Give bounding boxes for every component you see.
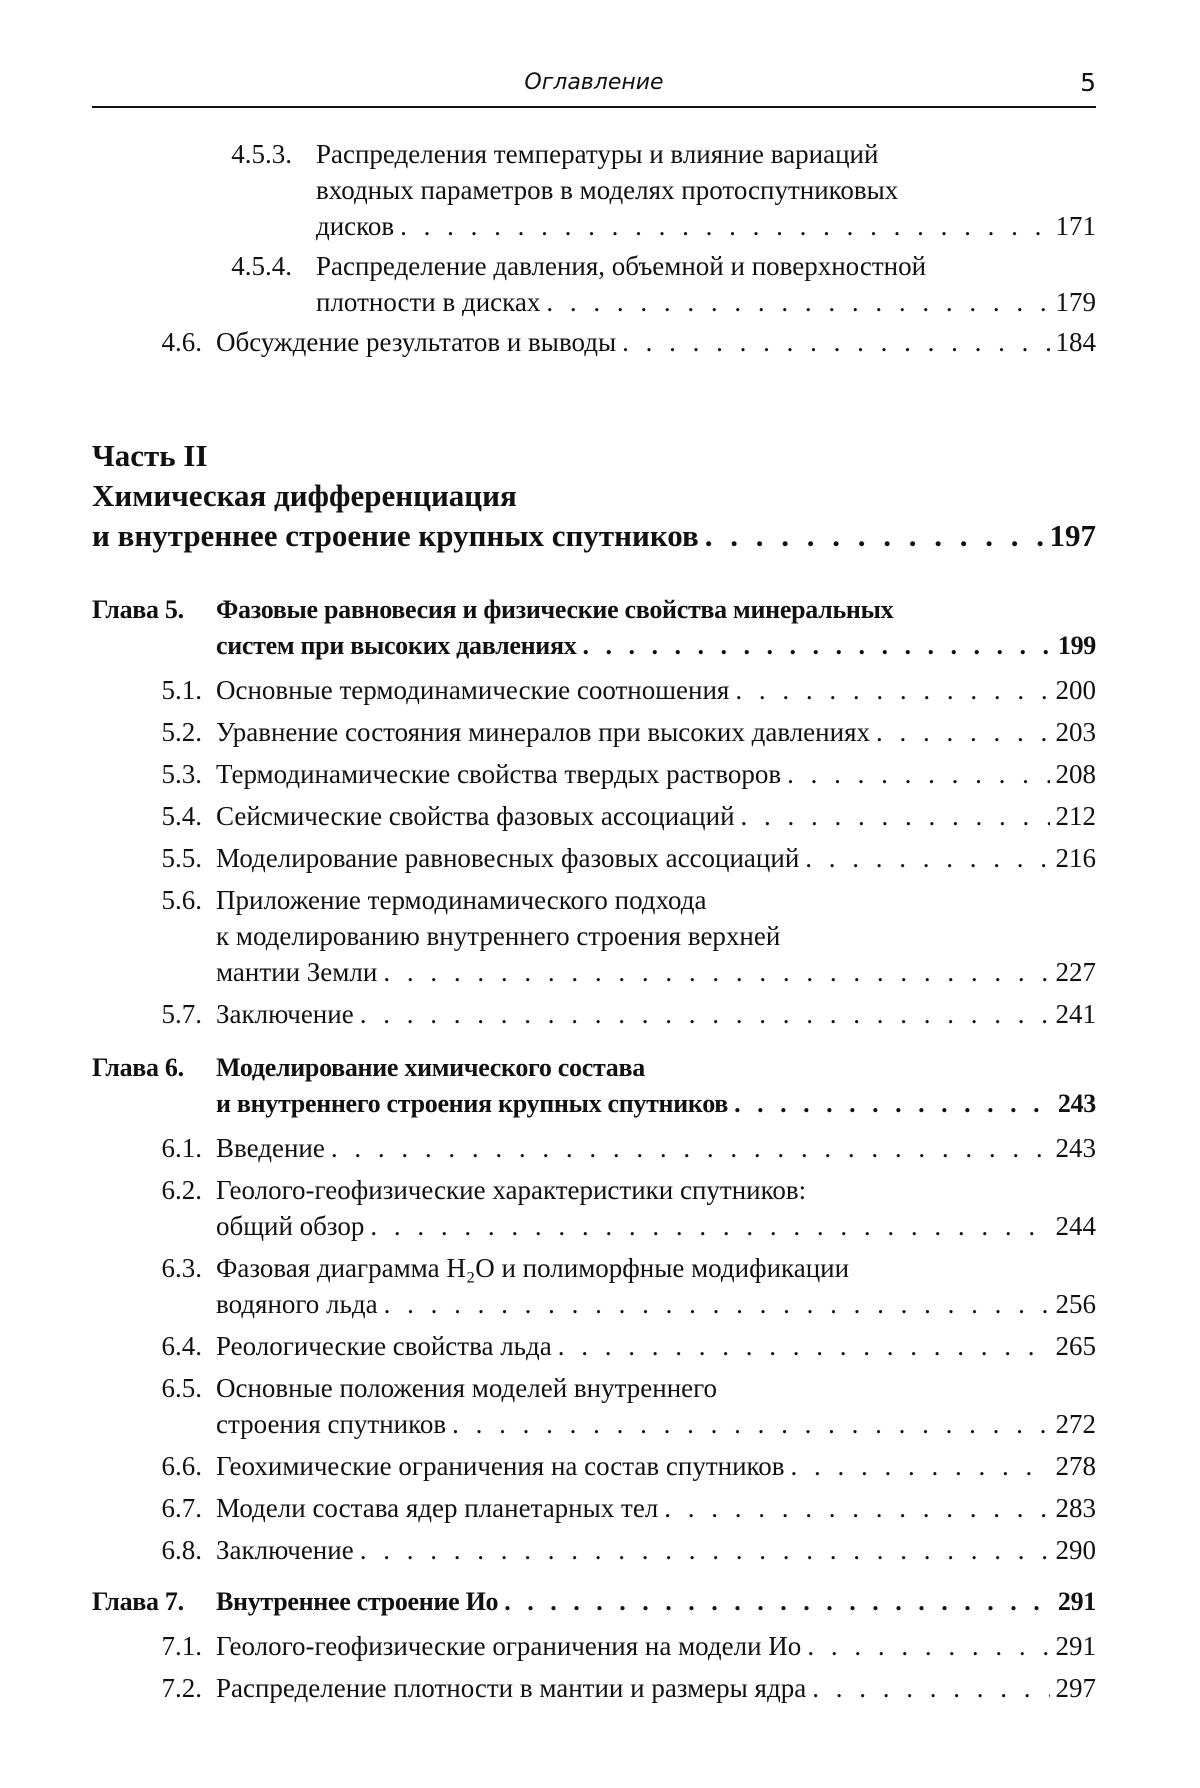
- entry-number: 5.6.: [161, 885, 202, 915]
- chapter-page-number: 243: [1057, 1089, 1096, 1118]
- entry-page-number: 291: [1055, 1631, 1096, 1661]
- entry-title-line: Заключение: [216, 999, 354, 1029]
- toc-entry-5-2[interactable]: [120, 714, 1096, 750]
- entry-page-number: 241: [1055, 999, 1096, 1029]
- part-title-line: и внутреннее строение крупных спутников: [92, 518, 699, 553]
- dot-leader: [805, 840, 1049, 876]
- toc-chapter-5[interactable]: [92, 592, 1096, 666]
- toc-entry-7-2[interactable]: [120, 1670, 1096, 1706]
- entry-title-line: Геолого-геофизические ограничения на модели Ио: [216, 1631, 802, 1661]
- chapter-title-line: Внутреннее строение Ио: [216, 1587, 499, 1616]
- toc-entry-6-7[interactable]: [120, 1490, 1096, 1526]
- entry-title-line: к моделированию внутреннего строения верхней: [216, 921, 781, 951]
- entry-page-number: 200: [1055, 675, 1096, 705]
- part-page-number: 197: [1049, 518, 1096, 553]
- toc-entry-5-5[interactable]: [120, 840, 1096, 876]
- toc-entry-6-1[interactable]: [120, 1130, 1096, 1166]
- entry-page-number: 244: [1055, 1211, 1096, 1241]
- entry-number: 5.7.: [161, 999, 202, 1029]
- entry-page-number: 216: [1055, 843, 1096, 873]
- entry-title-line: Заключение: [216, 1535, 354, 1565]
- entry-page-number: 203: [1055, 717, 1096, 747]
- entry-title-line: Уравнение состояния минералов при высоких давлениях: [216, 717, 870, 747]
- toc-entry-4-5-4[interactable]: [210, 248, 1096, 320]
- entry-number: 6.6.: [161, 1451, 202, 1481]
- dot-leader: [876, 714, 1050, 750]
- entry-title-line: Обсуждение результатов и выводы: [216, 327, 617, 357]
- dot-leader: [370, 1208, 1049, 1244]
- toc-entry-6-6[interactable]: [120, 1448, 1096, 1484]
- entry-page-number: 265: [1055, 1331, 1096, 1361]
- entry-title-line: водяного льда: [216, 1289, 378, 1319]
- running-header: [92, 66, 1096, 108]
- entry-page-number: 272: [1055, 1409, 1096, 1439]
- entry-title-line: плотности в дисках: [316, 287, 541, 317]
- dot-leader: [705, 516, 1044, 556]
- entry-title-line: Фазовая диаграмма H₂O и полиморфные модификации: [216, 1253, 850, 1283]
- dot-leader: [383, 954, 1049, 990]
- entry-page-number: 212: [1055, 801, 1096, 831]
- chapter-title-line: систем при высоких давлениях: [216, 631, 577, 660]
- toc-entry-5-3[interactable]: [120, 756, 1096, 792]
- entry-number: 7.1.: [161, 1631, 202, 1661]
- toc-chapter-7[interactable]: [92, 1584, 1096, 1620]
- entry-number: 6.8.: [161, 1535, 202, 1565]
- entry-title-line: строения спутников: [216, 1409, 447, 1439]
- entry-title-line: Распределение давления, объемной и поверхностной: [316, 251, 927, 281]
- dot-leader: [622, 324, 1049, 360]
- entry-title-line: дисков: [316, 211, 395, 241]
- entry-title-line: Распределение плотности в мантии и размеры ядра: [216, 1673, 807, 1703]
- entry-title-line: Введение: [216, 1133, 325, 1163]
- entry-page-number: 227: [1055, 957, 1096, 987]
- chapter-title-line: и внутреннего строения крупных спутников: [216, 1089, 729, 1118]
- chapter-number: Глава 5.: [92, 595, 184, 624]
- dot-leader: [807, 1628, 1049, 1664]
- part-title-line: Химическая дифференциация: [92, 478, 517, 513]
- entry-number: 7.2.: [161, 1673, 202, 1703]
- entry-title-line: Основные термодинамические соотношения: [216, 675, 730, 705]
- entry-page-number: 171: [1055, 211, 1096, 241]
- toc-entry-5-7[interactable]: [120, 996, 1096, 1032]
- entry-number: 5.5.: [161, 843, 202, 873]
- dot-leader: [558, 1328, 1050, 1364]
- entry-page-number: 243: [1055, 1133, 1096, 1163]
- entry-number: 5.1.: [161, 675, 202, 705]
- entry-title-line: Геохимические ограничения на состав спутников: [216, 1451, 785, 1481]
- entry-number: 6.2.: [161, 1175, 202, 1205]
- dot-leader: [360, 996, 1050, 1032]
- toc-entry-5-4[interactable]: [120, 798, 1096, 834]
- entry-page-number: 290: [1055, 1535, 1096, 1565]
- entry-title-line: Моделирование равновесных фазовых ассоциаций: [216, 843, 800, 873]
- entry-number: 6.1.: [161, 1133, 202, 1163]
- dot-leader: [331, 1130, 1050, 1166]
- entry-title-line: Термодинамические свойства твердых растворов: [216, 759, 782, 789]
- entry-page-number: 283: [1055, 1493, 1096, 1523]
- part-label: Часть II: [92, 438, 208, 473]
- entry-title-line: Модели состава ядер планетарных тел: [216, 1493, 659, 1523]
- entry-title-line: входных параметров в моделях протоспутниковых: [316, 175, 899, 205]
- entry-number: 5.3.: [161, 759, 202, 789]
- header-title: Оглавление: [524, 70, 664, 95]
- dot-leader: [546, 284, 1049, 320]
- entry-page-number: 278: [1055, 1451, 1096, 1481]
- dot-leader: [735, 672, 1049, 708]
- entry-number: 5.2.: [161, 717, 202, 747]
- entry-page-number: 184: [1055, 327, 1096, 357]
- toc-entry-6-4[interactable]: [120, 1328, 1096, 1364]
- entry-number: 6.3.: [161, 1253, 202, 1283]
- entry-number: 5.4.: [161, 801, 202, 831]
- entry-title-line: Геолого-геофизические характеристики спутников:: [216, 1175, 807, 1205]
- chapter-title-line: Фазовые равновесия и физические свойства минеральных: [216, 595, 894, 624]
- entry-number: 4.6.: [161, 327, 202, 357]
- dot-leader: [664, 1490, 1049, 1526]
- chapter-number: Глава 7.: [92, 1587, 184, 1616]
- entry-number: 6.4.: [161, 1331, 202, 1361]
- chapter-page-number: 199: [1057, 631, 1096, 660]
- entry-number: 6.7.: [161, 1493, 202, 1523]
- header-page-number: 5: [1080, 68, 1096, 97]
- chapter-number: Глава 6.: [92, 1053, 184, 1082]
- toc-entry-6-8[interactable]: [120, 1532, 1096, 1568]
- entry-number: 4.5.3.: [231, 139, 292, 169]
- toc-entry-6-3[interactable]: [120, 1250, 1096, 1322]
- dot-leader: [734, 1086, 1052, 1122]
- toc-chapter-6[interactable]: [92, 1050, 1096, 1124]
- entry-title-line: Приложение термодинамического подхода: [216, 885, 707, 915]
- toc-entry-4-5-3[interactable]: [210, 136, 1096, 244]
- entry-number: 6.5.: [161, 1373, 202, 1403]
- entry-title-line: мантии Земли: [216, 957, 378, 987]
- entry-page-number: 297: [1055, 1673, 1096, 1703]
- toc-entry-6-5[interactable]: [120, 1370, 1096, 1442]
- dot-leader: [400, 208, 1049, 244]
- dot-leader: [741, 798, 1050, 834]
- entry-page-number: 208: [1055, 759, 1096, 789]
- entry-page-number: 256: [1055, 1289, 1096, 1319]
- toc-entry-7-1[interactable]: [120, 1628, 1096, 1664]
- dot-leader: [787, 756, 1049, 792]
- toc-entry-5-6[interactable]: [120, 882, 1096, 990]
- dot-leader: [504, 1584, 1052, 1620]
- entry-page-number: 179: [1055, 287, 1096, 317]
- toc-entry-5-1[interactable]: [120, 672, 1096, 708]
- entry-title-line: Сейсмические свойства фазовых ассоциаций: [216, 801, 735, 831]
- dot-leader: [360, 1532, 1050, 1568]
- toc-part-2[interactable]: [92, 436, 1096, 558]
- dot-leader: [812, 1670, 1049, 1706]
- dot-leader: [582, 628, 1051, 664]
- chapter-title-line: Моделирование химического состава: [216, 1053, 645, 1082]
- dot-leader: [791, 1448, 1050, 1484]
- chapter-page-number: 291: [1057, 1587, 1096, 1616]
- entry-number: 4.5.4.: [231, 251, 292, 281]
- dot-leader: [384, 1286, 1050, 1322]
- toc-entry-6-2[interactable]: [120, 1172, 1096, 1244]
- toc-entry-4-6[interactable]: [120, 324, 1096, 360]
- dot-leader: [452, 1406, 1049, 1442]
- entry-title-line: Реологические свойства льда: [216, 1331, 552, 1361]
- entry-title-line: Распределения температуры и влияние вариаций: [316, 139, 879, 169]
- entry-title-line: общий обзор: [216, 1211, 365, 1241]
- entry-title-line: Основные положения моделей внутреннего: [216, 1373, 718, 1403]
